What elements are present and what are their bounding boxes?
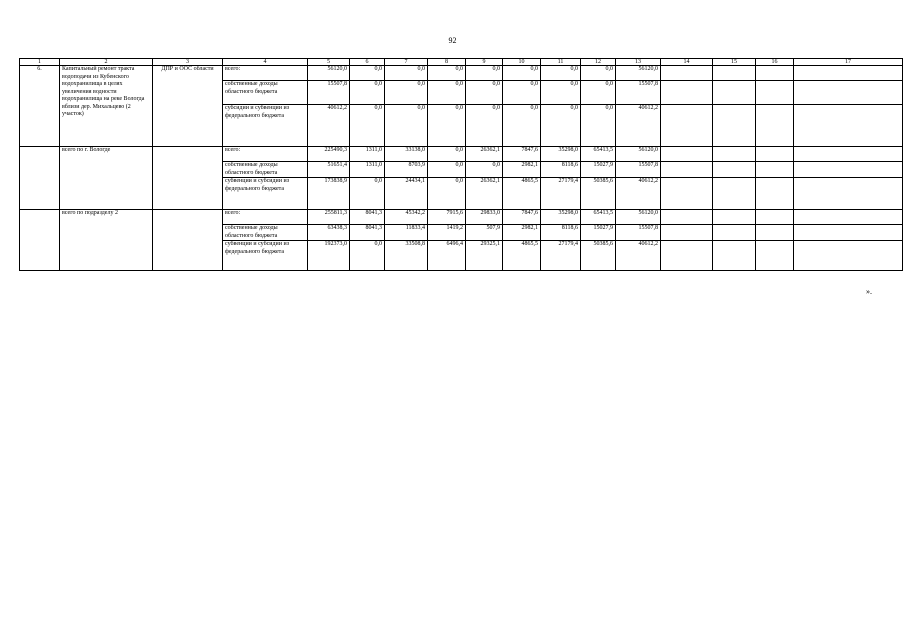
amount-cell: 0,0 xyxy=(541,81,581,105)
executor xyxy=(153,210,223,271)
funding-source: всего: xyxy=(223,210,308,225)
amount-cell: 0,0 xyxy=(503,81,541,105)
row-number: 6. xyxy=(20,66,60,147)
amount-cell: 27179,4 xyxy=(541,178,581,210)
amount-cell: 0,0 xyxy=(428,162,466,178)
empty-cell xyxy=(661,81,713,105)
amount-cell: 40612,2 xyxy=(616,178,661,210)
amount-cell: 0,0 xyxy=(350,66,385,81)
empty-cell xyxy=(713,241,756,271)
empty-cell xyxy=(661,178,713,210)
empty-cell xyxy=(756,81,794,105)
empty-cell xyxy=(713,105,756,147)
column-number-row xyxy=(20,59,903,66)
column-number: 7 xyxy=(385,59,428,66)
amount-cell: 0,0 xyxy=(385,81,428,105)
amount-cell: 0,0 xyxy=(503,105,541,147)
empty-cell xyxy=(661,210,713,225)
amount-cell: 2982,1 xyxy=(503,225,541,241)
column-number: 14 xyxy=(661,59,713,66)
amount-cell: 8041,3 xyxy=(350,225,385,241)
column-number: 4 xyxy=(223,59,308,66)
executor xyxy=(153,147,223,210)
empty-cell xyxy=(794,178,903,210)
amount-cell: 0,0 xyxy=(541,66,581,81)
amount-cell: 0,0 xyxy=(385,66,428,81)
empty-cell xyxy=(794,210,903,225)
amount-cell: 0,0 xyxy=(466,105,503,147)
empty-cell xyxy=(756,147,794,162)
empty-cell xyxy=(713,66,756,81)
empty-cell xyxy=(661,225,713,241)
amount-cell: 0,0 xyxy=(581,66,616,81)
amount-cell: 24434,1 xyxy=(385,178,428,210)
amount-cell: 65413,5 xyxy=(581,147,616,162)
amount-cell: 0,0 xyxy=(466,162,503,178)
amount-cell: 225490,3 xyxy=(308,147,350,162)
amount-cell: 40612,2 xyxy=(616,105,661,147)
column-number: 13 xyxy=(616,59,661,66)
empty-cell xyxy=(756,162,794,178)
empty-cell xyxy=(756,66,794,81)
empty-cell xyxy=(713,178,756,210)
empty-cell xyxy=(713,225,756,241)
amount-cell: 11833,4 xyxy=(385,225,428,241)
amount-cell: 50385,6 xyxy=(581,241,616,271)
empty-cell xyxy=(756,225,794,241)
column-number: 3 xyxy=(153,59,223,66)
funding-source: субсидии и субвенции из федерального бюджета xyxy=(223,105,308,147)
amount-cell: 0,0 xyxy=(350,81,385,105)
amount-cell: 26362,1 xyxy=(466,178,503,210)
funding-source: собственные доходы областного бюджета xyxy=(223,225,308,241)
empty-cell xyxy=(794,162,903,178)
amount-cell: 15507,8 xyxy=(616,162,661,178)
empty-cell xyxy=(713,210,756,225)
funding-source: всего: xyxy=(223,147,308,162)
column-number: 10 xyxy=(503,59,541,66)
amount-cell: 192373,0 xyxy=(308,241,350,271)
empty-cell xyxy=(794,81,903,105)
empty-cell xyxy=(794,105,903,147)
amount-cell: 56120,0 xyxy=(616,210,661,225)
amount-cell: 15507,8 xyxy=(616,81,661,105)
column-number: 17 xyxy=(794,59,903,66)
amount-cell: 15027,9 xyxy=(581,162,616,178)
empty-cell xyxy=(713,162,756,178)
amount-cell: 4865,5 xyxy=(503,178,541,210)
page-number: 92 xyxy=(448,36,457,45)
empty-cell xyxy=(713,81,756,105)
empty-cell xyxy=(756,241,794,271)
amount-cell: 33138,0 xyxy=(385,147,428,162)
funding-source: собственные доходы областного бюджета xyxy=(223,162,308,178)
amount-cell: 255811,3 xyxy=(308,210,350,225)
amount-cell: 56120,0 xyxy=(308,66,350,81)
amount-cell: 0,0 xyxy=(466,81,503,105)
column-number: 1 xyxy=(20,59,60,66)
amount-cell: 6496,4 xyxy=(428,241,466,271)
column-number: 15 xyxy=(713,59,756,66)
amount-cell: 1311,0 xyxy=(350,147,385,162)
empty-cell xyxy=(794,241,903,271)
empty-cell xyxy=(661,66,713,81)
object-name: Капитальный ремонт тракта водоподачи из Кубенского водохранилища в целях увеличения водности водохранилища на реке Вологда вблизи дер. Михальцево (2 участок) xyxy=(60,66,153,147)
amount-cell: 29833,0 xyxy=(466,210,503,225)
amount-cell: 0,0 xyxy=(350,241,385,271)
column-number: 16 xyxy=(756,59,794,66)
empty-cell xyxy=(756,178,794,210)
amount-cell: 7847,6 xyxy=(503,210,541,225)
amount-cell: 0,0 xyxy=(503,66,541,81)
amount-cell: 1419,2 xyxy=(428,225,466,241)
amount-cell: 56120,0 xyxy=(616,147,661,162)
amount-cell: 2982,1 xyxy=(503,162,541,178)
empty-cell xyxy=(794,225,903,241)
empty-cell xyxy=(661,241,713,271)
column-number: 5 xyxy=(308,59,350,66)
table-row xyxy=(20,66,903,81)
amount-cell: 507,9 xyxy=(466,225,503,241)
amount-cell: 29325,1 xyxy=(466,241,503,271)
amount-cell: 26362,1 xyxy=(466,147,503,162)
empty-cell xyxy=(756,210,794,225)
amount-cell: 40612,2 xyxy=(616,241,661,271)
amount-cell: 0,0 xyxy=(385,105,428,147)
amount-cell: 7915,6 xyxy=(428,210,466,225)
amount-cell: 40612,2 xyxy=(308,105,350,147)
amount-cell: 8118,6 xyxy=(541,225,581,241)
amount-cell: 15507,8 xyxy=(308,81,350,105)
amount-cell: 0,0 xyxy=(350,105,385,147)
amount-cell: 65413,5 xyxy=(581,210,616,225)
empty-cell xyxy=(661,105,713,147)
amount-cell: 0,0 xyxy=(428,178,466,210)
amount-cell: 0,0 xyxy=(428,105,466,147)
funding-source: субвенции и субсидии из федерального бюджета xyxy=(223,241,308,271)
amount-cell: 0,0 xyxy=(350,178,385,210)
row-number xyxy=(20,147,60,210)
column-number: 8 xyxy=(428,59,466,66)
amount-cell: 0,0 xyxy=(428,66,466,81)
amount-cell: 33508,8 xyxy=(385,241,428,271)
funding-source: всего: xyxy=(223,66,308,81)
column-number: 9 xyxy=(466,59,503,66)
amount-cell: 56120,0 xyxy=(616,66,661,81)
amount-cell: 45342,2 xyxy=(385,210,428,225)
amount-cell: 7847,6 xyxy=(503,147,541,162)
amount-cell: 1311,0 xyxy=(350,162,385,178)
column-number: 12 xyxy=(581,59,616,66)
row-number xyxy=(20,210,60,271)
amount-cell: 4865,5 xyxy=(503,241,541,271)
amount-cell: 8041,3 xyxy=(350,210,385,225)
amount-cell: 35298,0 xyxy=(541,147,581,162)
amount-cell: 15507,8 xyxy=(616,225,661,241)
amount-cell: 27179,4 xyxy=(541,241,581,271)
amount-cell: 173838,9 xyxy=(308,178,350,210)
amount-cell: 15027,9 xyxy=(581,225,616,241)
executor: ДПР и ООС области xyxy=(153,66,223,147)
amount-cell: 8703,9 xyxy=(385,162,428,178)
empty-cell xyxy=(661,147,713,162)
amount-cell: 50385,6 xyxy=(581,178,616,210)
funding-source: субвенции и субсидии из федерального бюджета xyxy=(223,178,308,210)
table-row xyxy=(20,210,903,225)
budget-table xyxy=(19,58,903,271)
amount-cell: 0,0 xyxy=(541,105,581,147)
amount-cell: 63438,3 xyxy=(308,225,350,241)
empty-cell xyxy=(794,147,903,162)
empty-cell xyxy=(713,147,756,162)
amount-cell: 0,0 xyxy=(428,81,466,105)
empty-cell xyxy=(661,162,713,178)
amount-cell: 0,0 xyxy=(428,147,466,162)
amount-cell: 0,0 xyxy=(581,105,616,147)
funding-source: собственные доходы областного бюджета xyxy=(223,81,308,105)
column-number: 11 xyxy=(541,59,581,66)
column-number: 6 xyxy=(350,59,385,66)
amount-cell: 51651,4 xyxy=(308,162,350,178)
closing-quote: ». xyxy=(866,287,872,296)
amount-cell: 35298,0 xyxy=(541,210,581,225)
amount-cell: 0,0 xyxy=(466,66,503,81)
empty-cell xyxy=(756,105,794,147)
amount-cell: 8118,6 xyxy=(541,162,581,178)
table-row xyxy=(20,147,903,162)
empty-cell xyxy=(794,66,903,81)
column-number: 2 xyxy=(60,59,153,66)
object-name: всего по г. Вологде xyxy=(60,147,153,210)
object-name: всего по подразделу 2 xyxy=(60,210,153,271)
amount-cell: 0,0 xyxy=(581,81,616,105)
